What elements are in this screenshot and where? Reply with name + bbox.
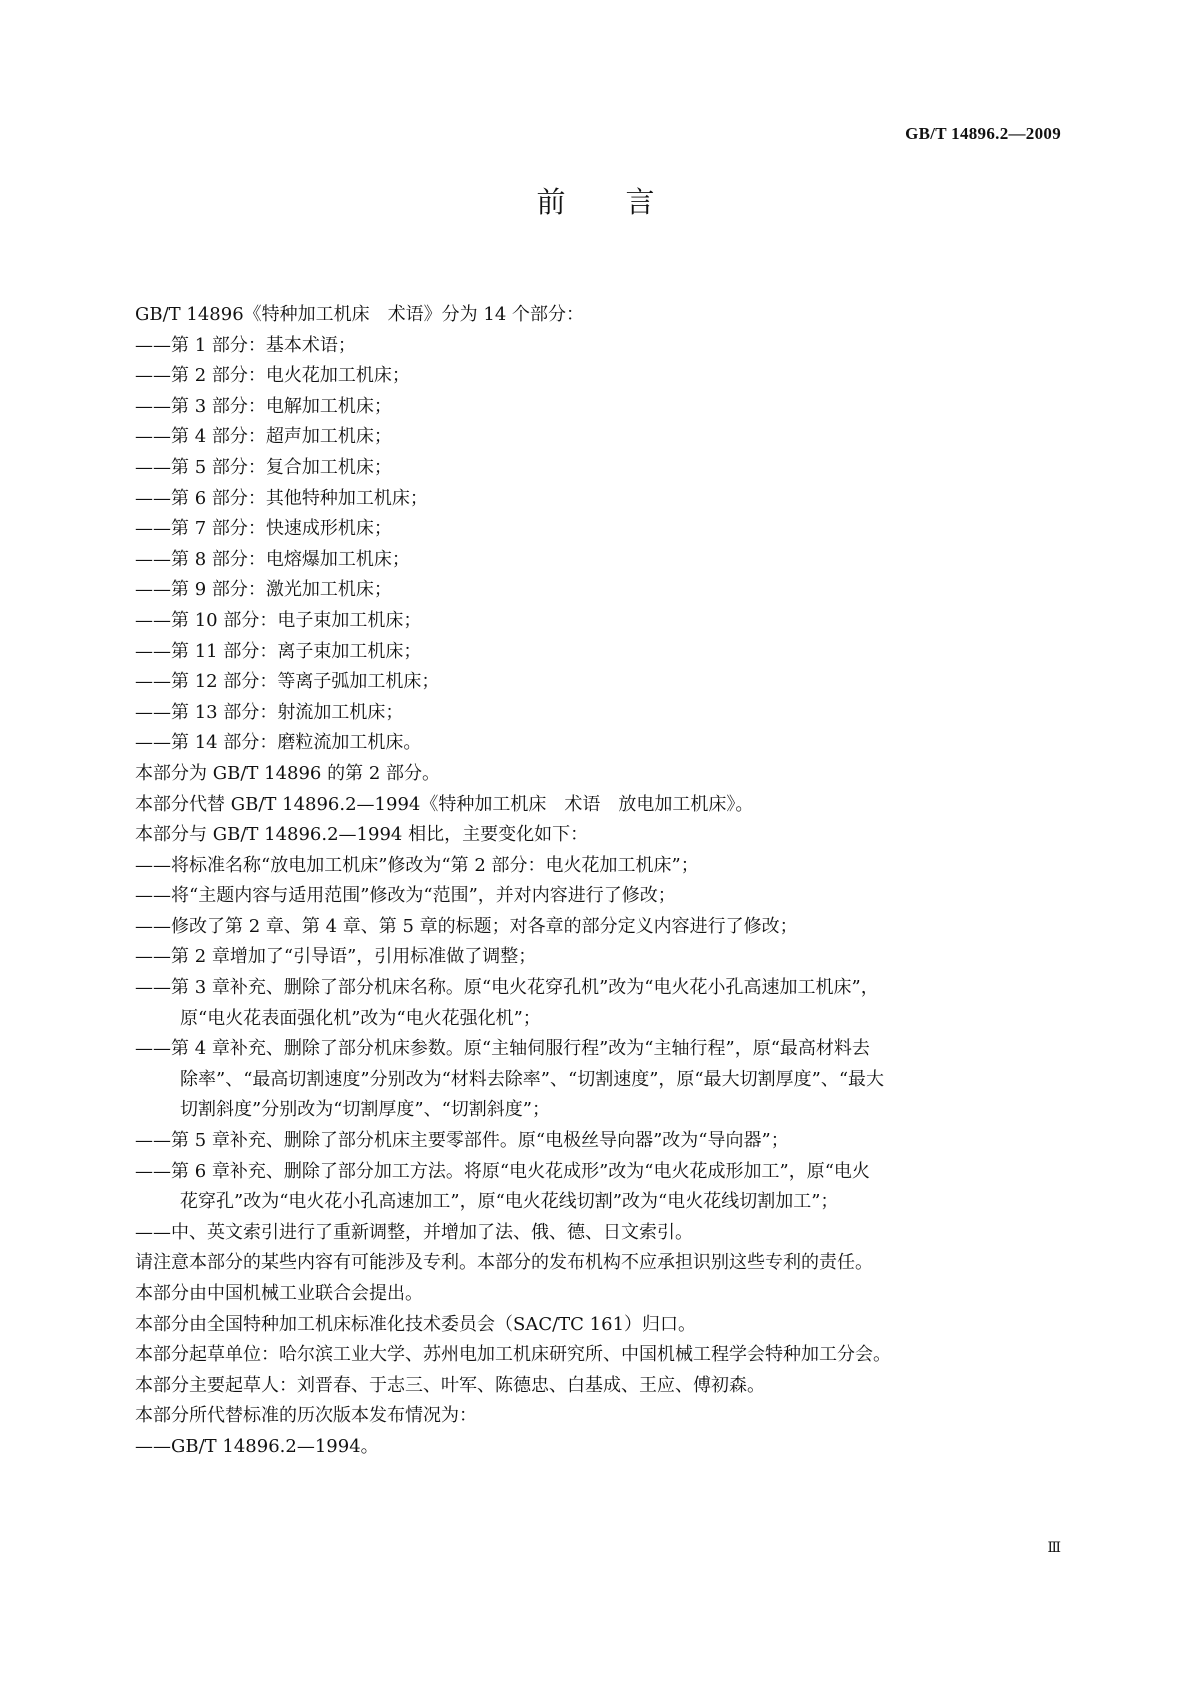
paragraph-continuation-line: 原“电火花表面强化机”改为“电火花强化机”； [180, 1007, 541, 1029]
paragraph-line: 请注意本部分的某些内容有可能涉及专利。本部分的发布机构不应承担识别这些专利的责任。 [135, 1252, 873, 1274]
page-title: 前言 [536, 185, 715, 219]
paragraph-line: 本部分与 GB/T 14896.2—1994 相比，主要变化如下： [135, 824, 589, 846]
paragraph-line: ——第 8 部分：电熔爆加工机床； [135, 548, 410, 570]
paragraph-line: ——将标准名称“放电加工机床”修改为“第 2 部分：电火花加工机床”； [135, 854, 699, 876]
paragraph-line: ——第 5 部分：复合加工机床； [135, 456, 392, 478]
paragraph-line: ——修改了第 2 章、第 4 章、第 5 章的标题；对各章的部分定义内容进行了修改； [135, 915, 798, 937]
paragraph-line: 本部分起草单位：哈尔滨工业大学、苏州电加工机床研究所、中国机械工程学会特种加工分会。 [135, 1344, 891, 1366]
foreword-body [135, 300, 1060, 1463]
paragraph-continuation-line: 除率”、“最高切割速度”分别改为“材料去除率”、“切割速度”，原“最大切割厚度”、“最大 [180, 1068, 885, 1090]
paragraph-line: ——第 4 章补充、删除了部分机床参数。原“主轴伺服行程”改为“主轴行程”，原“最高材料去 [135, 1038, 870, 1060]
paragraph-line: ——第 14 部分：磨粒流加工机床。 [135, 732, 422, 754]
paragraph-line: 本部分由中国机械工业联合会提出。 [135, 1283, 423, 1304]
paragraph-line: ——第 3 部分：电解加工机床； [135, 395, 392, 417]
standard-code: GB/T 14896.2—2009 [905, 124, 1061, 143]
paragraph-line: 本部分主要起草人：刘晋春、于志三、叶军、陈德忠、白基成、王应、傅初森。 [135, 1374, 765, 1396]
paragraph-line: ——第 2 章增加了“引导语”，引用标准做了调整； [135, 946, 537, 968]
paragraph-line: ——第 3 章补充、删除了部分机床名称。原“电火花穿孔机”改为“电火花小孔高速加工机床”， [135, 977, 879, 999]
page-number: Ⅲ [1047, 1541, 1061, 1556]
paragraph-line: ——第 13 部分：射流加工机床； [135, 701, 404, 723]
paragraph-line: ——GB/T 14896.2—1994。 [135, 1435, 379, 1457]
paragraph-line: 本部分由全国特种加工机床标准化技术委员会（SAC/TC 161）归口。 [135, 1313, 697, 1335]
paragraph-continuation-line: 花穿孔”改为“电火花小孔高速加工”，原“电火花线切割”改为“电火花线切割加工”； [180, 1191, 839, 1213]
paragraph-line: ——第 9 部分：激光加工机床； [135, 579, 392, 601]
paragraph-line: ——中、英文索引进行了重新调整，并增加了法、俄、德、日文索引。 [135, 1221, 693, 1243]
paragraph-line: ——第 2 部分：电火花加工机床； [135, 365, 410, 387]
paragraph-line: ——第 12 部分：等离子弧加工机床； [135, 671, 440, 693]
paragraph-line: ——第 10 部分：电子束加工机床； [135, 609, 422, 631]
paragraph-line: ——第 5 章补充、删除了部分机床主要零部件。原“电极丝导向器”改为“导向器”； [135, 1130, 789, 1152]
paragraph-continuation-line: 切割斜度”分别改为“切割厚度”、“切割斜度”； [180, 1099, 551, 1121]
paragraph-line: 本部分为 GB/T 14896 的第 2 部分。 [135, 762, 440, 784]
paragraph-line: ——第 7 部分：快速成形机床； [135, 518, 392, 540]
paragraph-line: ——将“主题内容与适用范围”修改为“范围”，并对内容进行了修改； [135, 885, 676, 907]
paragraph-line: ——第 1 部分：基本术语； [135, 334, 356, 356]
paragraph-line: 本部分所代替标准的历次版本发布情况为： [135, 1405, 477, 1427]
paragraph-line: ——第 11 部分：离子束加工机床； [135, 640, 422, 662]
paragraph-line: ——第 6 章补充、删除了部分加工方法。将原“电火花成形”改为“电火花成形加工”，原“电火 [135, 1160, 870, 1182]
paragraph-line: ——第 4 部分：超声加工机床； [135, 426, 392, 448]
paragraph-line: ——第 6 部分：其他特种加工机床； [135, 487, 428, 509]
paragraph-line: 本部分代替 GB/T 14896.2—1994《特种加工机床 术语 放电加工机床》。 [135, 793, 754, 815]
paragraph-line: GB/T 14896《特种加工机床 术语》分为 14 个部分： [135, 304, 585, 325]
